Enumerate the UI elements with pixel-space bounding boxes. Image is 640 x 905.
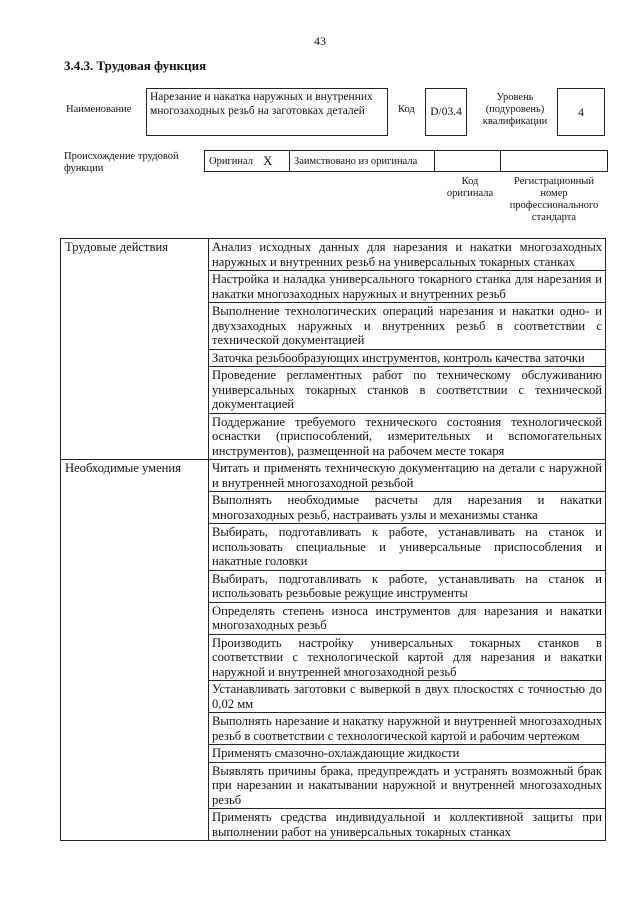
- item-cell: Поддержание требуемого технического состояния технологической оснастки (приспособлений, измерительных и вспомогательных инструментов), размещенной на рабочем месте токаря: [209, 413, 606, 460]
- original-mark: X: [263, 153, 273, 168]
- item-cell: Заточка резьбообразующих инструментов, контроль качества заточки: [209, 349, 606, 367]
- level-label: Уровень (подуровень) квалификации: [482, 92, 548, 127]
- function-table: [60, 238, 606, 841]
- registration-caption: Регистрационный номер профессионального стандарта: [509, 176, 599, 223]
- category-cell: Трудовые действия: [61, 239, 209, 460]
- code-caption: Код оригинала: [446, 176, 494, 199]
- item-cell: Устанавливать заготовки с выверкой в двух плоскостях с точностью до 0,02 мм: [209, 681, 606, 713]
- table-row: [61, 239, 606, 271]
- code-label: Код: [398, 104, 415, 115]
- origin-table: [204, 150, 608, 172]
- origin-original-cell: [205, 151, 290, 171]
- level-value: 4: [557, 88, 605, 136]
- original-code-cell: [435, 151, 501, 171]
- item-cell: Выполнять необходимые расчеты для нарезания и накатки многозаходных резьб, настраивать узлы и механизмы станка: [209, 492, 606, 524]
- category-cell: Необходимые умения: [61, 460, 209, 841]
- origin-label: Происхождение трудовой функции: [64, 151, 179, 174]
- item-cell: Читать и применять техническую документацию на детали с наружной и внутренней многозаходной резьбой: [209, 460, 606, 492]
- name-label: Наименование: [66, 104, 132, 115]
- item-cell: Выполнение технологических операций нарезания и накатки одно- и двухзаходных наружных и внутренних резьб в соответствии с технической документацией: [209, 303, 606, 350]
- item-cell: Определять степень износа инструментов для нарезания и накатки многозаходных резьб: [209, 602, 606, 634]
- item-cell: Применять смазочно-охлаждающие жидкости: [209, 745, 606, 763]
- code-value: D/03.4: [425, 88, 467, 136]
- item-cell: Проведение регламентных работ по техническому обслуживанию универсальных токарных станков в соответствии с технической документацией: [209, 367, 606, 414]
- item-cell: Производить настройку универсальных токарных станков в соответствии с технологической картой для нарезания и накатки наружной и внутренней многозаходной резьб: [209, 634, 606, 681]
- table-row: [61, 460, 606, 492]
- item-cell: Выполнять нарезание и накатку наружной и внутренней многозаходных резьб в соответствии с технологической картой и рабочим чертежом: [209, 713, 606, 745]
- item-cell: Выбирать, подготавливать к работе, устанавливать на станок и использовать специальные и универсальные приспособления и накатные головки: [209, 524, 606, 571]
- item-cell: Выбирать, подготавливать к работе, устанавливать на станок и использовать резьбовые режущие инструменты: [209, 570, 606, 602]
- item-cell: Выявлять причины брака, предупреждать и устранять возможный брак при нарезании и накатывании наружной и внутренней многозаходных резьб: [209, 762, 606, 809]
- original-label: Оригинал: [209, 155, 253, 167]
- borrowed-cell: Заимствовано из оригинала: [290, 151, 435, 171]
- item-cell: Анализ исходных данных для нарезания и накатки многозаходных наружных и внутренних резьб на универсальных токарных станках: [209, 239, 606, 271]
- page-number: 43: [314, 34, 326, 48]
- item-cell: Применять средства индивидуальной и коллективной защиты при выполнении работ на универсальных токарных станках: [209, 809, 606, 841]
- item-cell: Настройка и наладка универсального токарного станка для нарезания и накатки многозаходных наружных и внутренних резьб: [209, 271, 606, 303]
- registration-number-cell: [501, 151, 607, 171]
- name-value: Нарезание и накатка наружных и внутренних многозаходных резьб на заготовках деталей: [146, 88, 388, 136]
- section-heading: 3.4.3. Трудовая функция: [64, 58, 207, 73]
